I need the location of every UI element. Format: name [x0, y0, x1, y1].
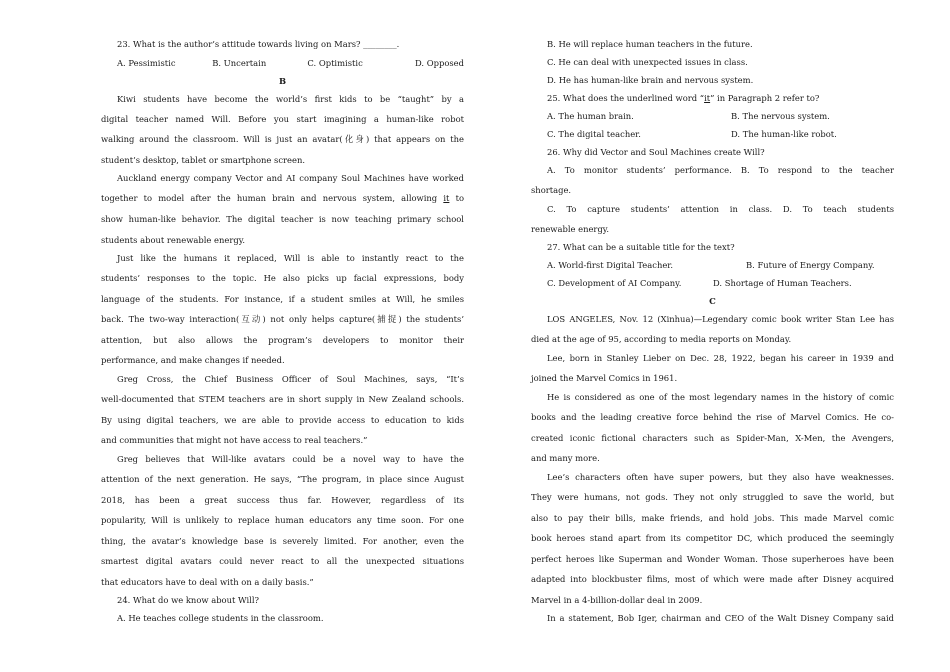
question-25-stem: 25. What does the underlined word “it” in Paragraph 2 refer to?	[547, 93, 820, 103]
section-c-heading: C	[709, 296, 716, 306]
passage-b-p5-line: Greg believes that Will-like avatars could be a novel way to have the	[117, 454, 464, 464]
passage-c-p4-line: Lee’s characters often have super powers, but they also have weaknesses.	[547, 472, 894, 482]
passage-b-p1-line: Kiwi students have become the world’s first kids to be “taught” by a	[117, 94, 464, 104]
passage-b-p2-line: Auckland energy company Vector and AI company Soul Machines have worked	[117, 173, 464, 183]
question-23-stem: 23. What is the author’s attitude towards living on Mars? ________.	[117, 39, 400, 49]
q26-options-cd-cont: renewable energy.	[531, 224, 610, 234]
passage-b-p1-line: digital teacher named Will. Before you start imagining a human-like robot	[101, 114, 464, 124]
passage-b-p5-line: smartest digital avatars could never react to all the unexpected situations	[101, 556, 464, 566]
section-b-heading: B	[278, 76, 287, 86]
passage-b-p3-line: back. The two-way interaction(互动) not only helps capture(捕捉) the students’	[101, 314, 464, 324]
passage-b-p4-line: and communities that might not have access to real teachers.”	[101, 435, 368, 445]
passage-b-p2-line: show human-like behavior. The digital teacher is now teaching primary school	[101, 214, 464, 224]
passage-b-p4-line: Greg Cross, the Chief Business Officer of Soul Machines, says, “It’s	[117, 374, 464, 384]
q26-options-cd: C. To capture students’ attention in class. D. To teach students	[547, 204, 894, 214]
question-27-stem: 27. What can be a suitable title for the text?	[547, 242, 735, 252]
passage-c-p4-line: Marvel in a 4-billion-dollar deal in 2009.	[531, 595, 703, 605]
passage-c-p1-line: LOS ANGELES, Nov. 12 (Xinhua)—Legendary comic book writer Stan Lee has	[547, 314, 894, 324]
underlined-word-it: it	[443, 193, 450, 203]
passage-c-p4-line: adapted into blockbuster films, most of which were made after Disney acquired	[531, 574, 894, 584]
q24-option-a: A. He teaches college students in the classroom.	[117, 613, 324, 623]
q26-options-ab-cont: shortage.	[531, 185, 572, 195]
passage-b-p5-line: that educators have to deal with on a daily basis.”	[101, 577, 314, 587]
passage-c-p3-line: He is considered as one of the most legendary names in the history of comic	[547, 392, 894, 402]
passage-b-p3-line: students’ responses to the topic. He also picks up facial expressions, body	[101, 273, 464, 283]
passage-c-p2-line: Lee, born in Stanley Lieber on Dec. 28, 1922, began his career in 1939 and	[547, 353, 894, 363]
passage-c-p4-line: perfect heroes like Superman and Wonder Woman. Those superheroes have been	[531, 554, 894, 564]
q27-option-a: A. World-first Digital Teacher.	[547, 260, 674, 270]
passage-c-p4-line: book heroes stand apart from its competitor DC, which produced the seemingly	[531, 533, 894, 543]
q25-option-b: B. The nervous system.	[731, 111, 830, 121]
q27-option-c: C. Development of AI Company.	[547, 278, 682, 288]
passage-c-p3-line: books and the leading creative force behind the rise of Marvel Comics. He co-	[531, 412, 894, 422]
passage-b-p3-line: performance, and make changes if needed.	[101, 355, 285, 365]
question-26-stem: 26. Why did Vector and Soul Machines create Will?	[547, 147, 765, 157]
q27-options-cd	[531, 277, 894, 289]
passage-b-p5-line: thing, the avatar’s knowledge base is severely limited. For another, even the	[101, 536, 464, 546]
q24-option-b: B. He will replace human teachers in the future.	[547, 39, 753, 49]
passage-b-p3-line: attention, but also allows the program’s developers to monitor their	[101, 335, 464, 345]
passage-b-p1-line: student’s desktop, tablet or smartphone screen.	[101, 155, 306, 165]
q27-option-d: D. Shortage of Human Teachers.	[713, 278, 852, 288]
q25-options-cd	[531, 128, 894, 140]
q25-option-c: C. The digital teacher.	[547, 129, 641, 139]
q25-option-a: A. The human brain.	[547, 111, 634, 121]
passage-b-p4-line: well-documented that STEM teachers are in short supply in New Zealand schools.	[101, 394, 464, 404]
q24-option-d: D. He has human-like brain and nervous system.	[547, 75, 754, 85]
passage-c-p2-line: joined the Marvel Comics in 1961.	[531, 373, 678, 383]
passage-c-p3-line: and many more.	[531, 453, 600, 463]
q27-option-b: B. Future of Energy Company.	[746, 260, 875, 270]
passage-b-p5-line: 2018, has been a great success thus far. However, regardless of its	[101, 495, 464, 505]
q23-option-d: D. Opposed	[414, 58, 464, 68]
passage-b-p2-line: together to model after the human brain and nervous system, allowing it to	[101, 193, 464, 203]
q27-options-ab	[531, 259, 894, 271]
q23-option-a: A. Pessimistic	[117, 58, 176, 68]
question-24-stem: 24. What do we know about Will?	[117, 595, 260, 605]
question-23-options	[101, 57, 464, 69]
passage-b-p5-line: popularity, Will is unlikely to replace human educators any time soon. For one	[101, 515, 464, 525]
passage-c-p1-line: died at the age of 95, according to media reports on Monday.	[531, 334, 792, 344]
passage-c-p4-line: They were humans, not gods. They not only struggled to save the world, but	[531, 492, 894, 502]
passage-c-p5-line: In a statement, Bob Iger, chairman and CEO of the Walt Disney Company said	[547, 613, 894, 623]
passage-b-p2-line: students about renewable energy.	[101, 235, 245, 245]
q25-options-ab	[531, 110, 894, 122]
q23-option-c: C. Optimistic	[307, 58, 363, 68]
passage-b-p3-line: language of the students. For instance, if a student smiles at Will, he smiles	[101, 294, 464, 304]
q25-option-d: D. The human-like robot.	[731, 129, 837, 139]
passage-b-p5-line: attention of the next generation. He says, “The program, in place since August	[101, 474, 464, 484]
passage-c-p4-line: also to pay their bills, make friends, and hold jobs. This made Marvel comic	[531, 513, 894, 523]
q26-options-ab: A. To monitor students’ performance. B. To respond to the teacher	[547, 165, 894, 175]
q23-option-b: B. Uncertain	[212, 58, 267, 68]
passage-b-p3-line: Just like the humans it replaced, Will is able to instantly react to the	[117, 253, 464, 263]
passage-c-p3-line: created iconic fictional characters such as Spider-Man, X-Men, the Avengers,	[531, 433, 894, 443]
passage-b-p4-line: By using digital teachers, we are able to provide access to education to kids	[101, 415, 464, 425]
underlined-word-it-ref: it	[704, 93, 711, 103]
q24-option-c: C. He can deal with unexpected issues in class.	[547, 57, 748, 67]
passage-b-p1-line: walking around the classroom. Will is just an avatar(化身) that appears on the	[101, 134, 464, 144]
